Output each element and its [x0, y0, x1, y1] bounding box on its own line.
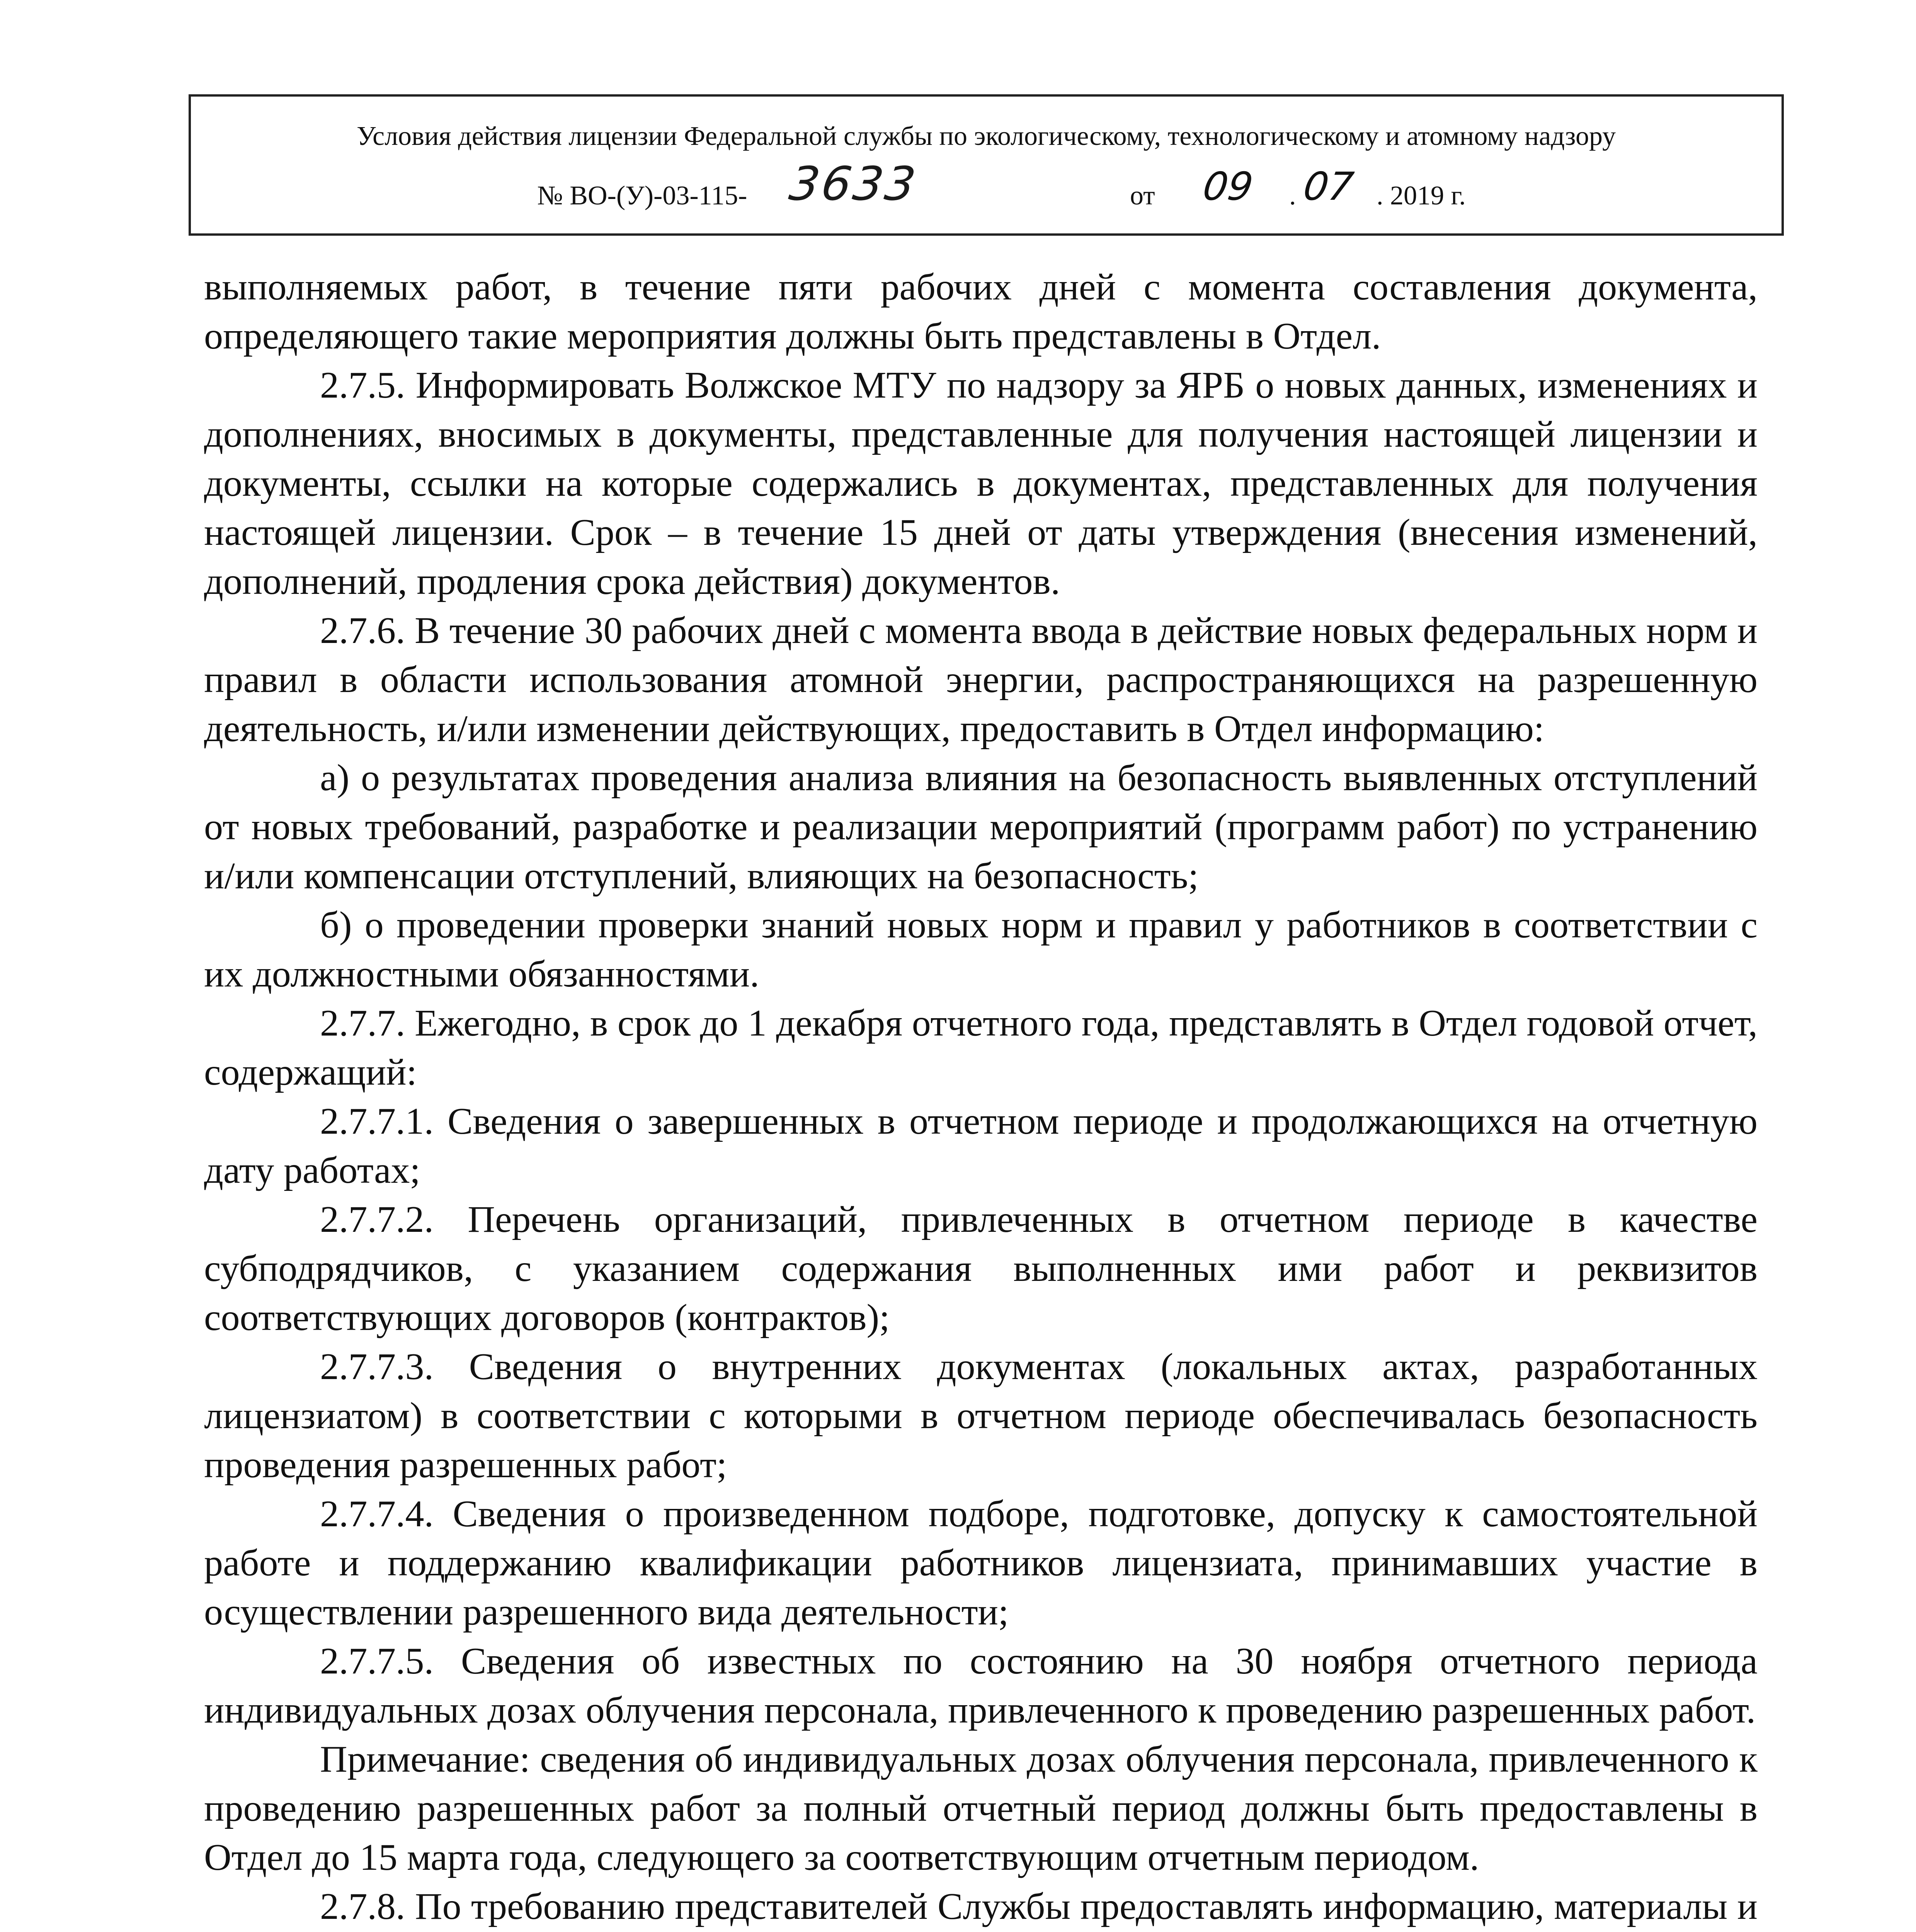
paragraph-2-7-7-2: 2.7.7.2. Перечень организаций, привлеченных в отчетном периоде в качестве субподрядчиков, с указанием содержания выполненных ими работ и реквизитов соответствующих договоров (контрактов); [204, 1199, 1758, 1338]
paragraph-continuation: выполняемых работ, в течение пяти рабочих дней с момента составления документа, определяющего такие мероприятия должны быть представлены в Отдел. [204, 266, 1758, 357]
paragraph-2-7-6-a: а) о результатах проведения анализа влияния на безопасность выявленных отступлений от новых требований, разработке и реализации мероприятий (программ работ) по устранению и/или компенсации отступлений, влияющих на безопасность; [204, 757, 1758, 897]
date-day-handwritten: 09 [1200, 164, 1256, 209]
paragraph-2-7-6-b: б) о проведении проверки знаний новых норм и правил у работников в соответствии с их должностными обязанностями. [204, 904, 1758, 995]
paragraph-2-7-7-3: 2.7.7.3. Сведения о внутренних документах (локальных актах, разработанных лицензиатом) в соответствии с которыми в отчетном периоде обеспечивалась безопасность проведения разрешенных работ; [204, 1346, 1758, 1486]
date-month-handwritten: 07 [1300, 164, 1356, 209]
paragraph-2-7-7-1: 2.7.7.1. Сведения о завершенных в отчетном периоде и продолжающихся на отчетную дату работах; [204, 1100, 1758, 1191]
date-year: . 2019 г. [1377, 181, 1466, 211]
paragraph-2-7-8: 2.7.8. По требованию представителей Службы предоставлять информацию, материалы и [320, 1886, 1758, 1927]
paragraph-2-7-7-4: 2.7.7.4. Сведения о произведенном подборе, подготовке, допуску к самостоятельной работе и поддержанию квалификации работников лицензиата, принимавших участие в осуществлении разрешенного вида деятельности; [204, 1493, 1758, 1633]
license-number-handwritten: 3633 [786, 157, 921, 211]
paragraph-2-7-6: 2.7.6. В течение 30 рабочих дней с момента ввода в действие новых федеральных норм и правил в области использования атомной энергии, распространяющихся на разрешенную деятельность, и/или изменении действующих, предоставить в Отдел информацию: [204, 610, 1758, 750]
date-from-label: от [1130, 181, 1155, 211]
license-number-line [191, 157, 1782, 216]
license-title: Условия действия лицензии Федеральной службы по экологическому, технологическому и атомному надзору [356, 121, 1616, 151]
paragraph-2-7-7: 2.7.7. Ежегодно, в срок до 1 декабря отчетного года, представлять в Отдел годовой отчет, содержащий: [204, 1002, 1758, 1093]
date-separator: . [1289, 181, 1296, 211]
license-number-prefix: № ВО-(У)-03-115- [537, 181, 747, 211]
paragraph-note: Примечание: сведения об индивидуальных дозах облучения персонала, привлеченного к проведению разрешенных работ за полный отчетный период должны быть предоставлены в Отдел до 15 марта года, следующего за соответствующим отчетным периодом. [204, 1738, 1758, 1878]
paragraph-2-7-7-5: 2.7.7.5. Сведения об известных по состоянию на 30 ноября отчетного периода индивидуальных дозах облучения персонала, привлеченного к проведению разрешенных работ. [204, 1640, 1758, 1731]
paragraph-2-7-5: 2.7.5. Информировать Волжское МТУ по надзору за ЯРБ о новых данных, изменениях и дополнениях, вносимых в документы, представленные для получения настоящей лицензии и документы, ссылки на которые содержались в документах, представленных для получения настоящей лицензии. Срок – в течение 15 дней от даты утверждения (внесения изменений, дополнений, продления срока действия) документов. [204, 364, 1758, 602]
document-body [204, 263, 1758, 1932]
license-header [189, 94, 1784, 236]
